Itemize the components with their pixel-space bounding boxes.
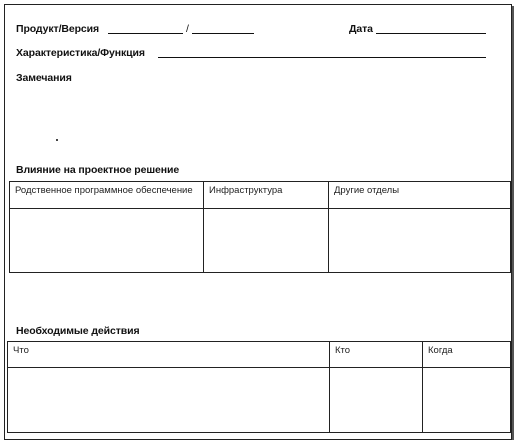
feature-label: Характеристика/Функция: [16, 47, 145, 59]
impact-col-other-departments: Другие отделы: [329, 182, 511, 209]
frame-edge: [512, 6, 514, 440]
actions-col-who: Кто: [330, 342, 423, 368]
remarks-heading: Замечания: [16, 72, 72, 84]
actions-heading: Необходимые действия: [16, 325, 140, 337]
actions-cell-who[interactable]: [330, 368, 423, 433]
actions-cell-what[interactable]: [8, 368, 330, 433]
date-label: Дата: [349, 23, 373, 35]
impact-table: [9, 181, 511, 273]
date-field[interactable]: [376, 33, 486, 34]
actions-table: [7, 341, 511, 433]
impact-heading: Влияние на проектное решение: [16, 164, 180, 176]
product-field[interactable]: [108, 33, 183, 34]
impact-cell-related-software[interactable]: [10, 209, 204, 273]
actions-cell-when[interactable]: [423, 368, 511, 433]
actions-col-when: Когда: [423, 342, 511, 368]
scan-speck: [56, 139, 58, 141]
feature-field[interactable]: [158, 57, 486, 58]
impact-col-related-software: Родственное программное обеспечение: [10, 182, 204, 209]
version-field[interactable]: [192, 33, 254, 34]
impact-cell-other-departments[interactable]: [329, 209, 511, 273]
version-separator: /: [186, 23, 189, 35]
impact-cell-infrastructure[interactable]: [204, 209, 329, 273]
actions-col-what: Что: [8, 342, 330, 368]
product-version-label: Продукт/Версия: [16, 23, 100, 35]
impact-col-infrastructure: Инфраструктура: [204, 182, 329, 209]
